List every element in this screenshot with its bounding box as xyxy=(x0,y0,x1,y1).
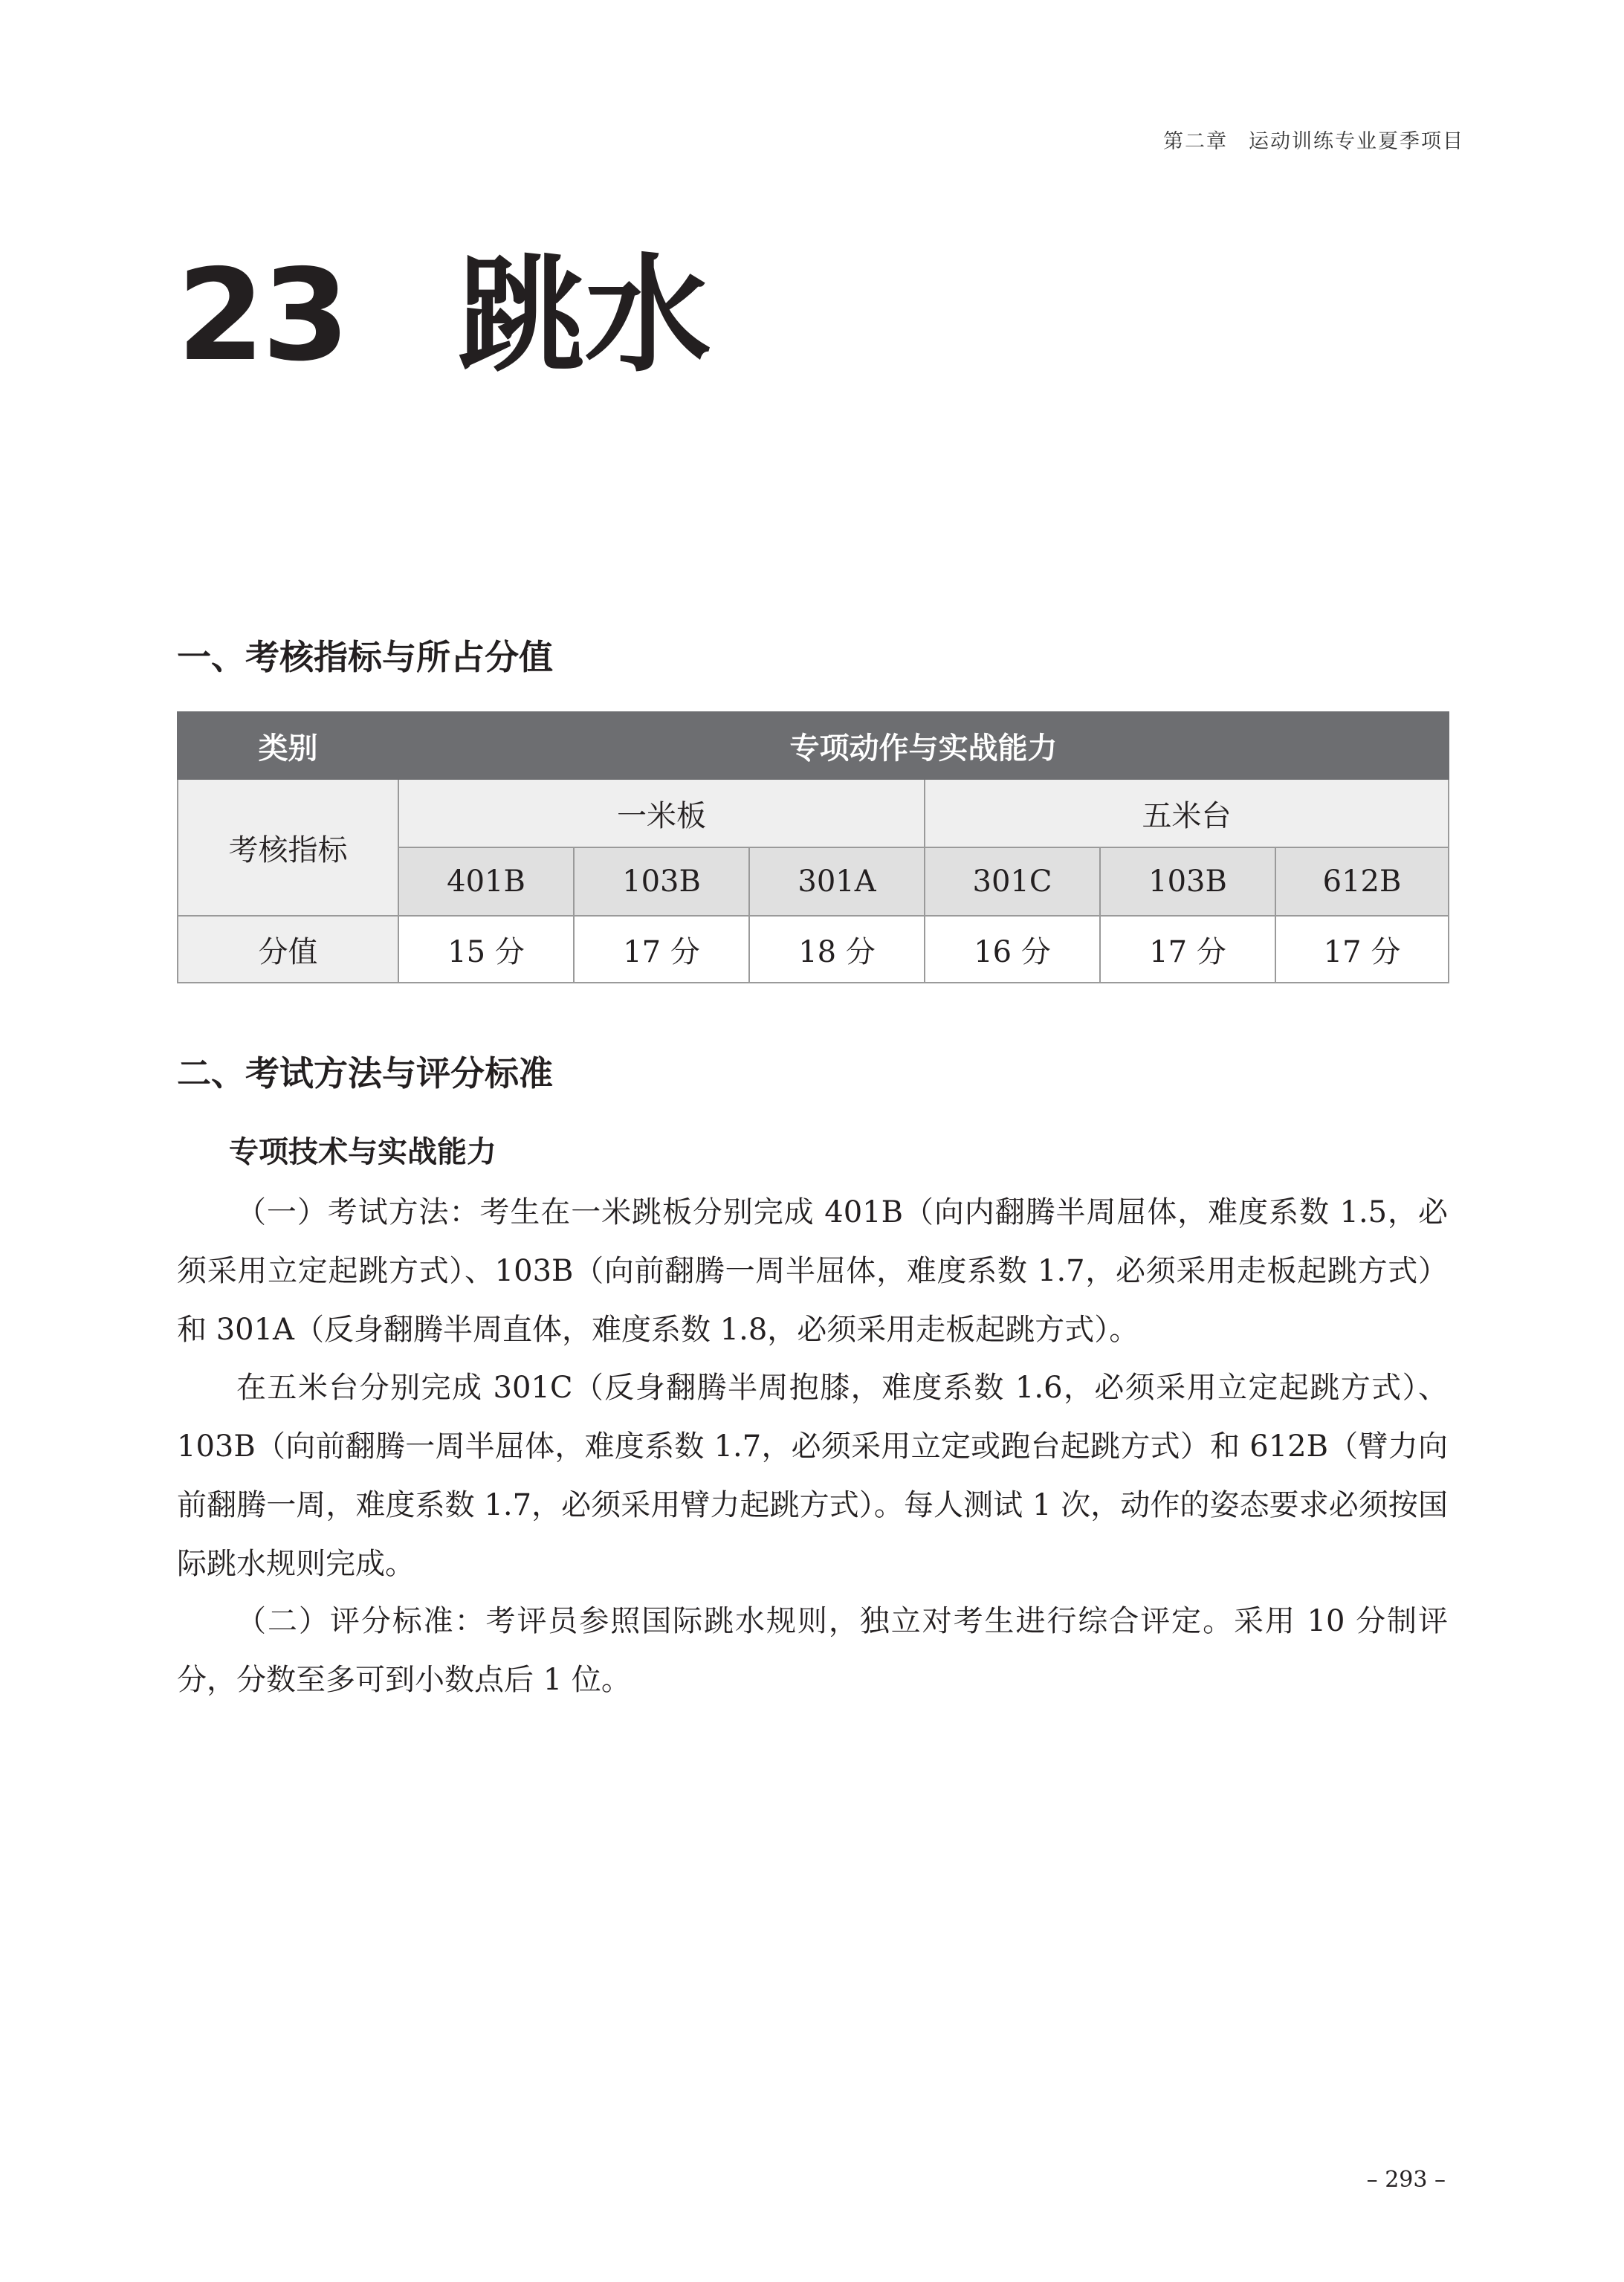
category-value-cell: 专项动作与实战能力 xyxy=(398,712,1449,779)
score-cell: 18 分 xyxy=(749,916,925,983)
running-header xyxy=(1163,125,1464,154)
paragraph-text: （一）考试方法：考生在一米跳板分别完成 401B（向内翻腾半周屈体，难度系数 1.5，必须采用立定起跳方式）、103B（向前翻腾一周半屈体，难度系数 1.7，必须采用走板起跳方式）和 301A（反身翻腾半周直体，难度系数 1.8，必须采用走板起跳方式）。 xyxy=(177,1195,1448,1347)
subheading: 专项技术与实战能力 xyxy=(229,1135,496,1169)
chapter-name: 跳水 xyxy=(458,242,711,390)
category-label-cell: 类别 xyxy=(178,712,398,779)
paragraph-platform xyxy=(177,1359,1448,1594)
chapter-title xyxy=(177,242,711,390)
header-section: 运动训练专业夏季项目 xyxy=(1249,130,1464,153)
score-cell: 17 分 xyxy=(1275,916,1449,983)
header-chapter: 第二章 xyxy=(1163,130,1228,153)
table-row xyxy=(178,916,1449,983)
dive-code-cell: 103B xyxy=(1100,847,1275,916)
paragraph-text: 在五米台分别完成 301C（反身翻腾半周抱膝，难度系数 1.6，必须采用立定起跳方式）、103B（向前翻腾一周半屈体，难度系数 1.7，必须采用立定或跑台起跳方式）和 612B（臂力向前翻腾一周，难度系数 1.7，必须采用臂力起跳方式）。每人测试 1 次，动作的姿态要求必须按国际跳水规则完成。 xyxy=(177,1371,1448,1581)
table-row xyxy=(178,712,1449,779)
dive-code-cell: 401B xyxy=(398,847,574,916)
group-1m-springboard-cell: 一米板 xyxy=(398,779,925,847)
score-cell: 17 分 xyxy=(1100,916,1275,983)
score-table xyxy=(177,711,1449,983)
dive-code-cell: 103B xyxy=(574,847,749,916)
dive-code-cell: 612B xyxy=(1275,847,1449,916)
paragraph-text: （二）评分标准：考评员参照国际跳水规则，独立对考生进行综合评定。采用 10 分制评分，分数至多可到小数点后 1 位。 xyxy=(177,1604,1448,1697)
indicator-label-cell: 考核指标 xyxy=(178,779,398,916)
dive-code-cell: 301C xyxy=(925,847,1100,916)
group-5m-platform-cell: 五米台 xyxy=(925,779,1449,847)
paragraph-test-method xyxy=(177,1183,1448,1360)
chapter-number: 23 xyxy=(177,242,347,390)
score-cell: 16 分 xyxy=(925,916,1100,983)
section-heading-1: 一、考核指标与所占分值 xyxy=(177,637,553,677)
page-number: – 293 – xyxy=(1366,2167,1446,2193)
score-label-cell: 分值 xyxy=(178,916,398,983)
score-cell: 15 分 xyxy=(398,916,574,983)
table-row xyxy=(178,779,1449,847)
section-heading-2: 二、考试方法与评分标准 xyxy=(177,1053,553,1093)
score-cell: 17 分 xyxy=(574,916,749,983)
paragraph-scoring xyxy=(177,1592,1448,1710)
dive-code-cell: 301A xyxy=(749,847,925,916)
